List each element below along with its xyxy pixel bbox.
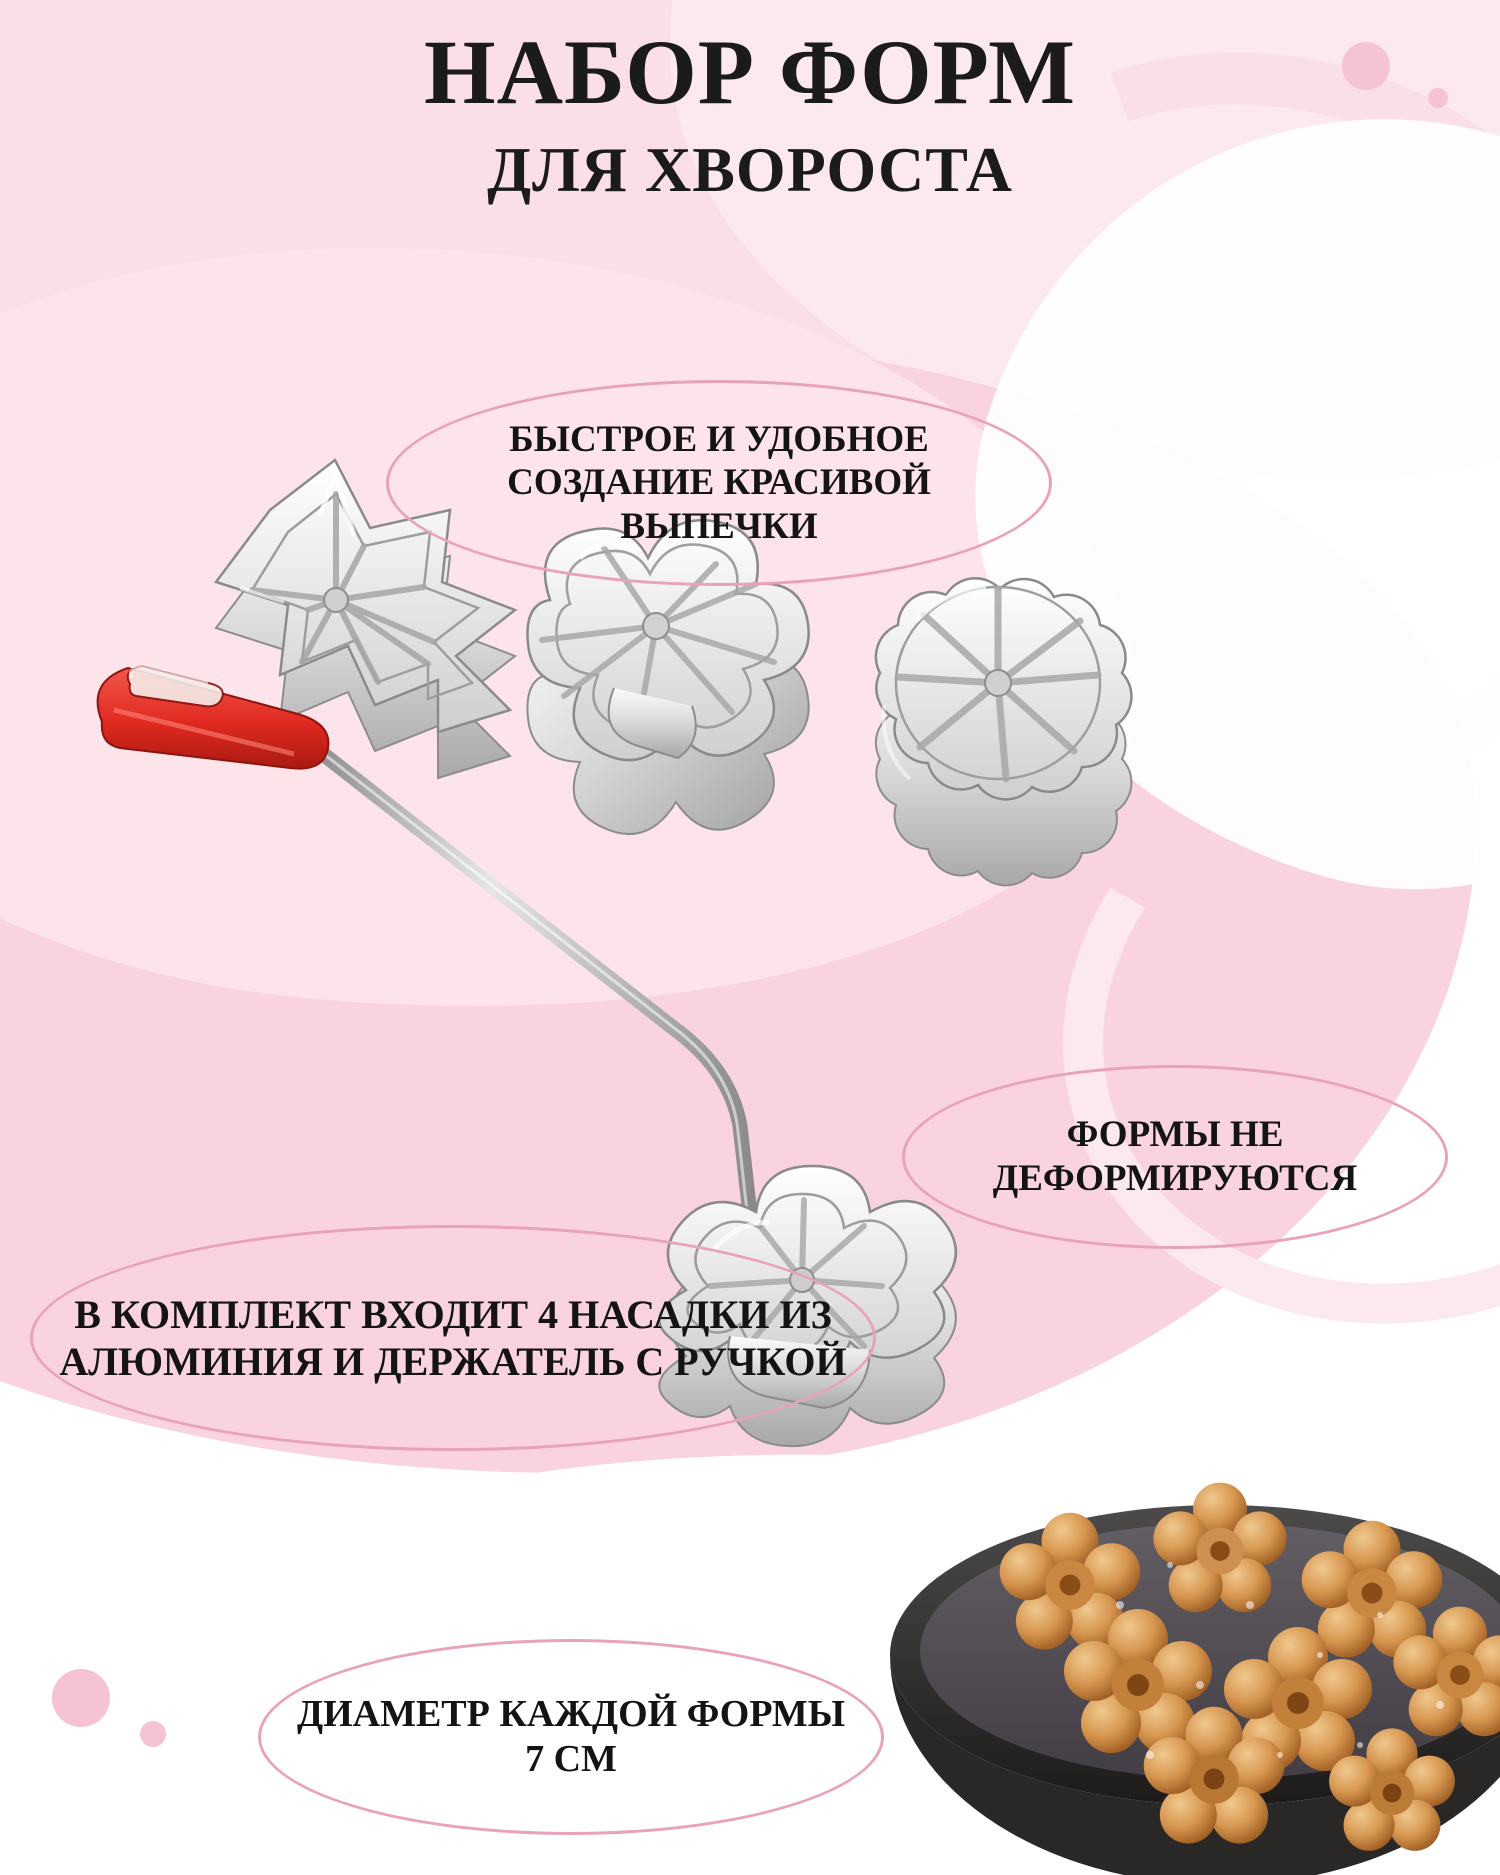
- decorative-dot: [140, 1721, 166, 1747]
- bowl-of-pastries: [820, 1355, 1500, 1875]
- feature-callout-no-deformation: [902, 1065, 1448, 1249]
- feature-callout-text: ДИАМЕТР КАЖДОЙ ФОРМЫ 7 СМ: [296, 1693, 846, 1780]
- feature-callout-text: БЫСТРОЕ И УДОБНОЕ СОЗДАНИЕ КРАСИВОЙ ВЫПЕЧКИ: [507, 418, 931, 547]
- decorative-dot: [52, 1669, 110, 1727]
- feature-callout-fast-baking: [386, 380, 1052, 586]
- feature-callout-text: В КОМПЛЕКТ ВХОДИТ 4 НАСАДКИ ИЗ АЛЮМИНИЯ И ДЕРЖАТЕЛЬ С РУЧКОЙ: [59, 1291, 847, 1384]
- feature-callout-kit-contents: [30, 1225, 876, 1451]
- page-title-block: [0, 21, 1500, 205]
- page-title: НАБОР ФОРМ: [424, 21, 1076, 123]
- page-subtitle: ДЛЯ ХВОРОСТА: [487, 133, 1013, 205]
- round-scalloped-mold: [876, 578, 1132, 885]
- feature-callout-text: ФОРМЫ НЕ ДЕФОРМИРУЮТСЯ: [992, 1114, 1358, 1199]
- feature-callout-diameter: [258, 1639, 884, 1835]
